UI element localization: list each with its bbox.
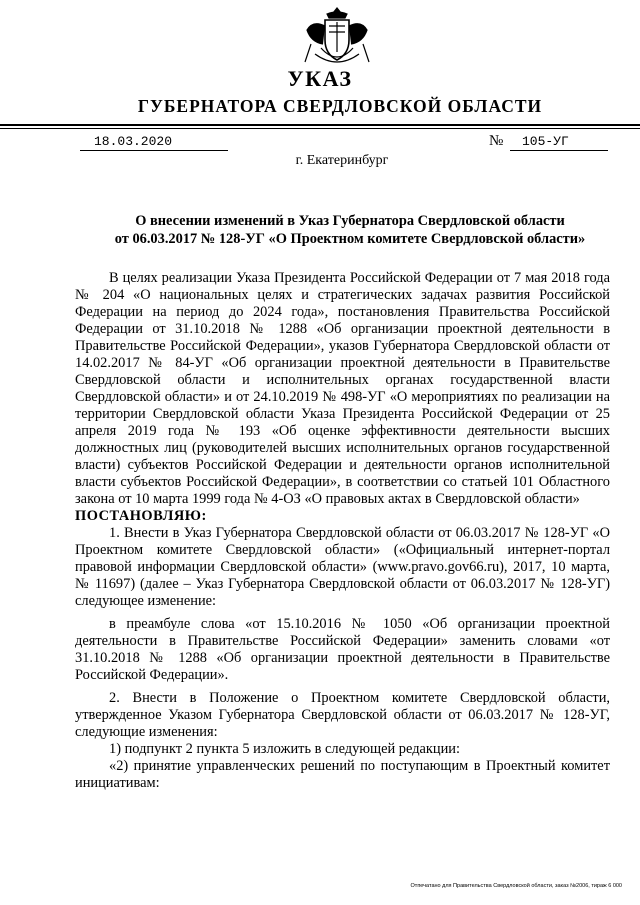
item-2-sub-1-paragraph: 1) подпункт 2 пункта 5 изложить в следующей редакции: [109, 741, 460, 757]
decree-body [75, 270, 610, 792]
item-1-paragraph: 1. Внести в Указ Губернатора Свердловской области от 06.03.2017 № 128-УГ «О Проектном комитете Свердловской области» («Официальный интернет-портал правовой информации Свердловской области» (www.pravo.gov66.ru), 2017, 10 марта, № 11697) (далее – Указ Губернатора Свердловской области от 06.03.2017 № 128-УГ) следующее изменение: [75, 525, 610, 609]
item-2-paragraph: 2. Внести в Положение о Проектном комитете Свердловской области, утвержденное Указом Губернатора Свердловской области от 06.03.2017 № 128-УГ, следующие изменения: [75, 690, 610, 740]
city: г. Екатеринбург [295, 153, 389, 168]
decree-word: ПОСТАНОВЛЯЮ: [75, 508, 207, 524]
header-divider-thin [0, 128, 640, 129]
item-2-quote-paragraph: «2) принятие управленческих решений по поступающим в Проектный комитет инициативам: [75, 758, 610, 791]
decree-heading [90, 212, 610, 248]
decree-date: 18.03.2020 [80, 134, 228, 151]
header-divider [0, 124, 640, 126]
heading-line-2: от 06.03.2017 № 128-УГ «О Проектном комитете Свердловской области» [114, 231, 586, 247]
number-label: № [489, 133, 504, 149]
preamble-paragraph: В целях реализации Указа Президента Российской Федерации от 7 мая 2018 года № 204 «О национальных целях и стратегических задачах развития Российской Федерации на период до 2024 года», постановления Правительства Российской Федерации от 31.10.2018 № 1288 «Об организации проектной деятельности в Правительстве Российской Федерации», указов Губернатора Свердловской области от 14.02.2017 № 84-УГ «Об организации проектной деятельности в Правительстве Свердловской области и исполнительных органах государственной власти Свердловской области» и от 24.10.2019 № 498-УГ «О мероприятиях по реализации на территории Свердловской области Указа Президента Российской Федерации от 25 апреля 2019 года № 193 «Об оценке эффективности деятельности высших должностных лиц (руководителей высших исполнительных органов государственной власти) субъектов Российской Федерации и деятельности органов исполнительной власти субъектов Российской Федерации», в соответствии со статьей 101 Областного закона от 10 марта 1999 года № 4-ОЗ «О правовых актах в Свердловской области» [75, 270, 610, 507]
heading-line-1: О внесении изменений в Указ Губернатора Свердловской области [135, 213, 565, 229]
item-1-sub-paragraph: в преамбуле слова «от 15.10.2016 № 1050 «Об организации проектной деятельности в Правительстве Российской Федерации» заменить словами «от 31.10.2018 № 1288 «Об организации проектной деятельности в Правительстве Российской Федерации». [75, 616, 610, 683]
decree-number: 105-УГ [510, 134, 608, 151]
document-title: УКАЗ [287, 66, 353, 91]
printer-note: Отпечатано для Правительства Свердловской области, заказ №2006, тираж 6 000 [410, 883, 622, 889]
document-subtitle: ГУБЕРНАТОРА СВЕРДЛОВСКОЙ ОБЛАСТИ [137, 96, 543, 116]
coat-of-arms-icon [297, 4, 377, 68]
